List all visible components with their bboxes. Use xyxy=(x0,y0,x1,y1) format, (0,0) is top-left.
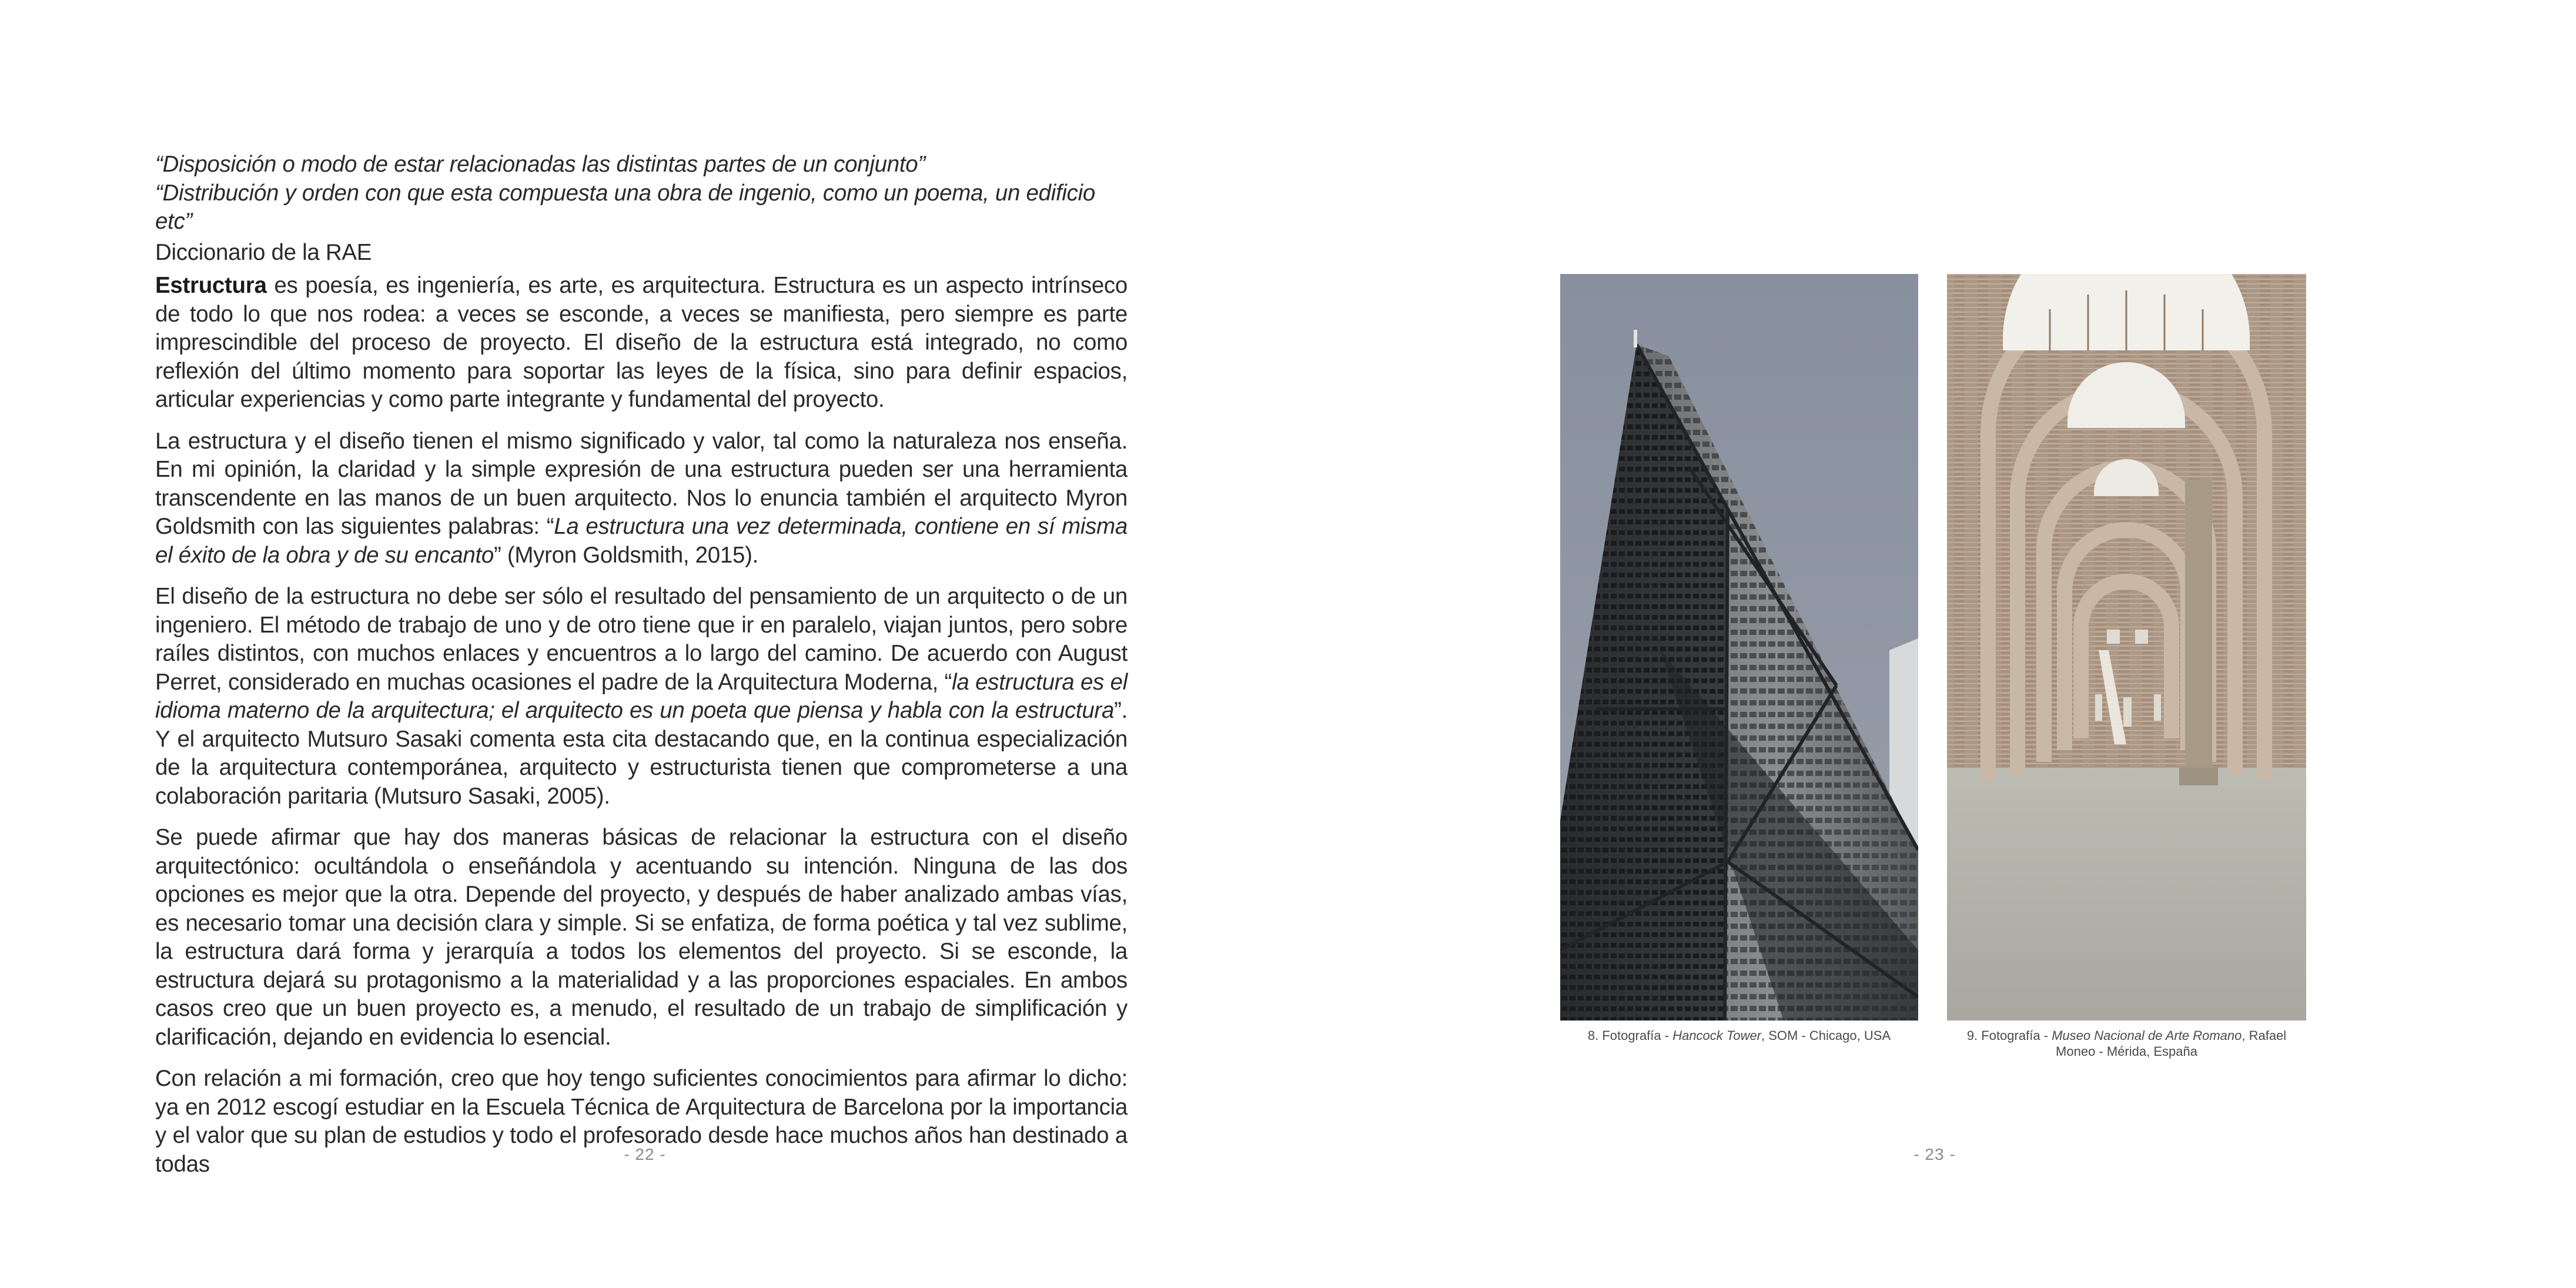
paragraph-text: ”. Y el arquitecto Mutsuro Sasaki comenta esta cita destacando que, en la continua especialización de la arquitectura contemporánea, arquitecto y estructurista tienen que comprometerse a una colaboración paritaria (Mutsuro Sasaki, 2005). xyxy=(155,698,1128,809)
museum-arches-image xyxy=(1947,274,2306,1021)
paragraph-text: El diseño de la estructura no debe ser sólo el resultado del pensamiento de un arquitecto o de un ingeniero. El método de trabajo de uno y de otro tiene que ir en paralelo, viajan juntos, pero sobre raíles distintos, con muchos enlaces y encuentros a lo largo del camino. De acuerdo con August Perret, considerado en muchas ocasiones el padre de la Arquitectura Moderna, “ xyxy=(155,584,1128,695)
caption-suffix: , Rafael Moneo - Mérida, España xyxy=(2056,1028,2287,1059)
paragraph-1 xyxy=(155,272,1128,414)
caption-title: Museo Nacional de Arte Romano xyxy=(2052,1028,2242,1043)
paragraph-text: ” (Myron Goldsmith, 2015). xyxy=(493,542,759,568)
skyscraper-image xyxy=(1560,274,1918,1021)
caption-prefix: 9. Fotografía - xyxy=(1966,1028,2052,1043)
page-number: - 23 - xyxy=(1913,1145,1956,1163)
photo-museo-arte-romano xyxy=(1947,274,2306,1021)
photo-hancock-tower xyxy=(1560,274,1918,1021)
paragraph-text: es poesía, es ingeniería, es arte, es arquitectura. Estructura es un aspecto intrínseco de todo lo que nos rodea: a veces se esconde, a veces se manifiesta, pero siempre es parte imprescindible del proceso de proyecto. El diseño de la estructura está integrado, no como reflexión del último momento para soportar las leyes de la física, sino para definir espacios, articular experiencias y como parte integrante y fundamental del proyecto. xyxy=(155,273,1128,412)
definition-quote-1: “Disposición o modo de estar relacionadas las distintas partes de un conjunto” xyxy=(155,152,925,177)
paragraph-text: La estructura y el diseño tienen el mismo significado y valor, tal como la naturaleza nos enseña. En mi opinión, la claridad y la simple expresión de una estructura pueden ser una herramienta transcendente en las manos de un buen arquitecto. Nos lo enuncia también el arquitecto Myron Goldsmith con las siguientes palabras: “ xyxy=(155,428,1128,539)
bold-lead-term: Estructura xyxy=(155,273,267,298)
italic-quote: La estructura una vez determinada, contiene en sí misma el éxito de la obra y de su encanto xyxy=(155,514,1128,568)
paragraph-3 xyxy=(155,583,1128,811)
paragraph-2 xyxy=(155,427,1128,570)
definition-source: Diccionario de la RAE xyxy=(155,239,372,265)
caption-suffix: , SOM - Chicago, USA xyxy=(1761,1028,1891,1043)
photo-caption-9 xyxy=(1947,1028,2306,1059)
paragraph-5: Con relación a mi formación, creo que hoy tengo suficientes conocimientos para afirmar lo dicho: ya en 2012 escogí estudiar en la Escuela Técnica de Arquitectura de Barcelona por la importancia y el valor que su plan de estudios y todo el profesorado desde hace muchos años han destinado a todas xyxy=(155,1066,1128,1177)
body-text-column xyxy=(155,150,1128,1192)
paragraph-4: Se puede afirmar que hay dos maneras básicas de relacionar la estructura con el diseño arquitectónico: ocultándola o enseñándola y acentuando su intención. Ninguna de las dos opciones es mejor que la otra. Depende del proyecto, y después de haber analizado ambas vías, es necesario tomar una decisión clara y simple. Si se enfatiza, de forma poética y tal vez sublime, la estructura dará forma y jerarquía a todos los elementos del proyecto. Si se esconde, la estructura dejará su protagonismo a la materialidad y a las proporciones espaciales. En ambos casos creo que un buen proyecto es, a menudo, el resultado de un trabajo de simplificación y clarificación, dejando en evidencia lo esencial. xyxy=(155,825,1128,1050)
caption-prefix: 8. Fotografía - xyxy=(1587,1028,1673,1043)
page-number: - 22 - xyxy=(624,1145,666,1163)
right-page xyxy=(1288,0,2576,1288)
caption-title: Hancock Tower xyxy=(1672,1028,1762,1043)
definition-quote-2: “Distribución y orden con que esta compuesta una obra de ingenio, como un poema, un edificio etc” xyxy=(155,180,1095,234)
italic-quote: la estructura es el idioma materno de la arquitectura; el arquitecto es un poeta que piensa y habla con la estructura xyxy=(155,669,1128,723)
photo-caption-8 xyxy=(1560,1028,1918,1043)
